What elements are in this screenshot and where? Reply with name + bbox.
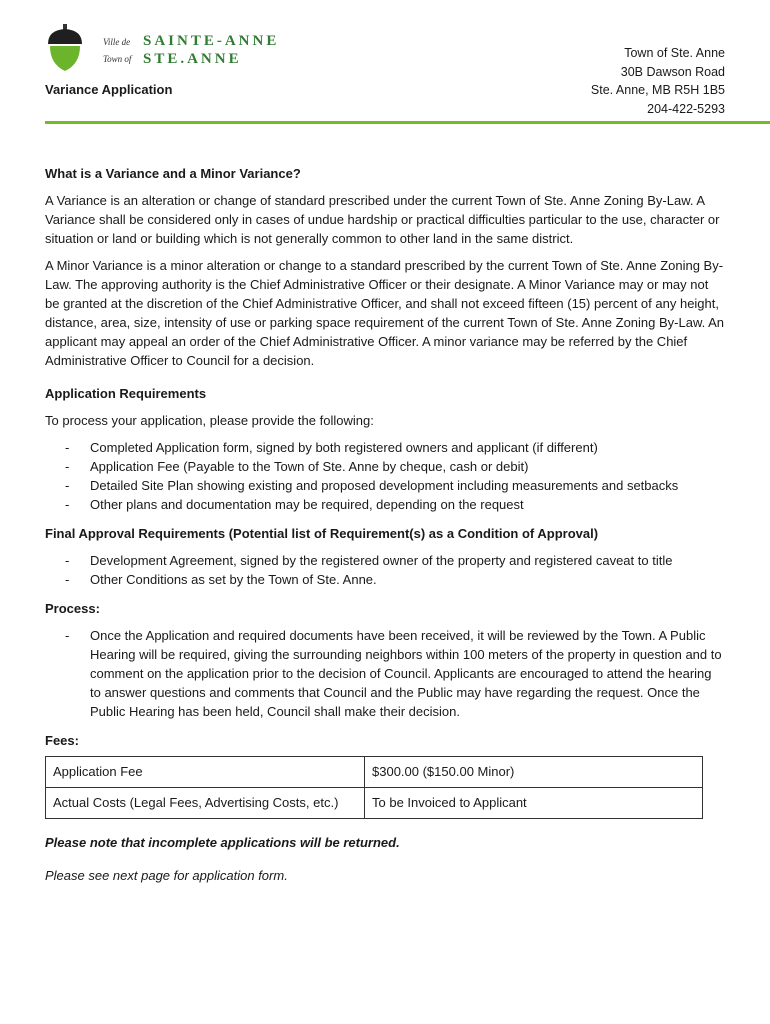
final-approval-heading: Final Approval Requirements (Potential list of Requirement(s) as a Condition of Approval) (45, 526, 599, 541)
document-body (45, 164, 725, 885)
fees-table (45, 756, 703, 819)
address-line-2: 30B Dawson Road (620, 64, 725, 79)
list-item: - Development Agreement, signed by the registered owner of the property and registered caveat to title (65, 553, 673, 568)
logo-name-fr: SAINTE-ANNE (143, 33, 280, 49)
town-address (591, 44, 725, 118)
requirements-list (45, 438, 725, 514)
logo-town-of: Town of (103, 54, 132, 64)
address-line-1: Town of Ste. Anne (624, 46, 725, 60)
header-divider (45, 121, 770, 124)
process-list (45, 626, 725, 721)
list-item: - Once the Application and required documents have been received, it will be reviewed by the Town. A Public Hearing will be required, giving the surrounding neighbors within 100 meters of the property in question and to comment on the application prior to the decision of Council. Applicants are encouraged to attend the hearing to answer questions and comments that Council and the Public may have regarding the request. Once the Public Hearing has been held, Council shall make their decision. (65, 628, 722, 719)
process-heading: Process: (45, 601, 100, 616)
table-row (46, 757, 703, 788)
town-logo (45, 24, 295, 76)
logo-name-en: STE.ANNE (143, 51, 242, 67)
requirements-heading: Application Requirements (45, 386, 207, 401)
incomplete-note: Please note that incomplete applications will be returned. (45, 835, 400, 850)
list-item: - Other Conditions as set by the Town of Ste. Anne. (65, 572, 377, 587)
fee-amount-cell: To be Invoiced to Applicant (365, 788, 703, 819)
address-line-4: 204-422-5293 (647, 101, 725, 116)
fees-heading: Fees: (45, 733, 79, 748)
document-title: Variance Application (45, 82, 173, 97)
list-item: - Completed Application form, signed by both registered owners and applicant (if different) (65, 440, 598, 455)
address-line-3: Ste. Anne, MB R5H 1B5 (590, 83, 725, 97)
intro-heading: What is a Variance and a Minor Variance? (45, 166, 301, 181)
fee-item-cell: Application Fee (46, 757, 365, 788)
intro-paragraph-minor-variance: A Minor Variance is a minor alteration or change to a standard prescribed by the current Town of Ste. Anne Zoning By-Law. The approving authority is the Chief Administrative Officer or their designate. A Minor Variance may or may not be granted at the discretion of the Chief Administrative Officer, and shall not exceed fifteen (15) percent of any height, distance, area, size, intensity of use or parking space requirement of the current Town of Ste. Anne Zoning By-Law. An applicant may appeal an order of the Chief Administrative Officer. A minor variance may be referred by the Chief Administrative Officer to Council for a decision. (45, 258, 725, 368)
list-item: - Detailed Site Plan showing existing and proposed development including measurements and setbacks (65, 478, 679, 493)
logo-ville-de: Ville de (103, 37, 131, 47)
next-page-note: Please see next page for application form. (45, 868, 288, 883)
intro-paragraph-variance: A Variance is an alteration or change of standard prescribed under the current Town of Ste. Anne Zoning By-Law. A Variance shall be considered only in cases of undue hardship or practical difficulties particular to the use, character or situation or land or building which is not generally common to other land in the same district. (45, 193, 720, 246)
fee-amount-cell: $300.00 ($150.00 Minor) (365, 757, 703, 788)
list-item: - Other plans and documentation may be required, depending on the request (65, 497, 524, 512)
fee-item-cell: Actual Costs (Legal Fees, Advertising Costs, etc.) (46, 788, 365, 819)
final-approval-list (45, 551, 725, 589)
acorn-icon (45, 24, 85, 72)
requirements-intro: To process your application, please provide the following: (45, 413, 374, 428)
list-item: - Application Fee (Payable to the Town of Ste. Anne by cheque, cash or debit) (65, 459, 529, 474)
table-row (46, 788, 703, 819)
